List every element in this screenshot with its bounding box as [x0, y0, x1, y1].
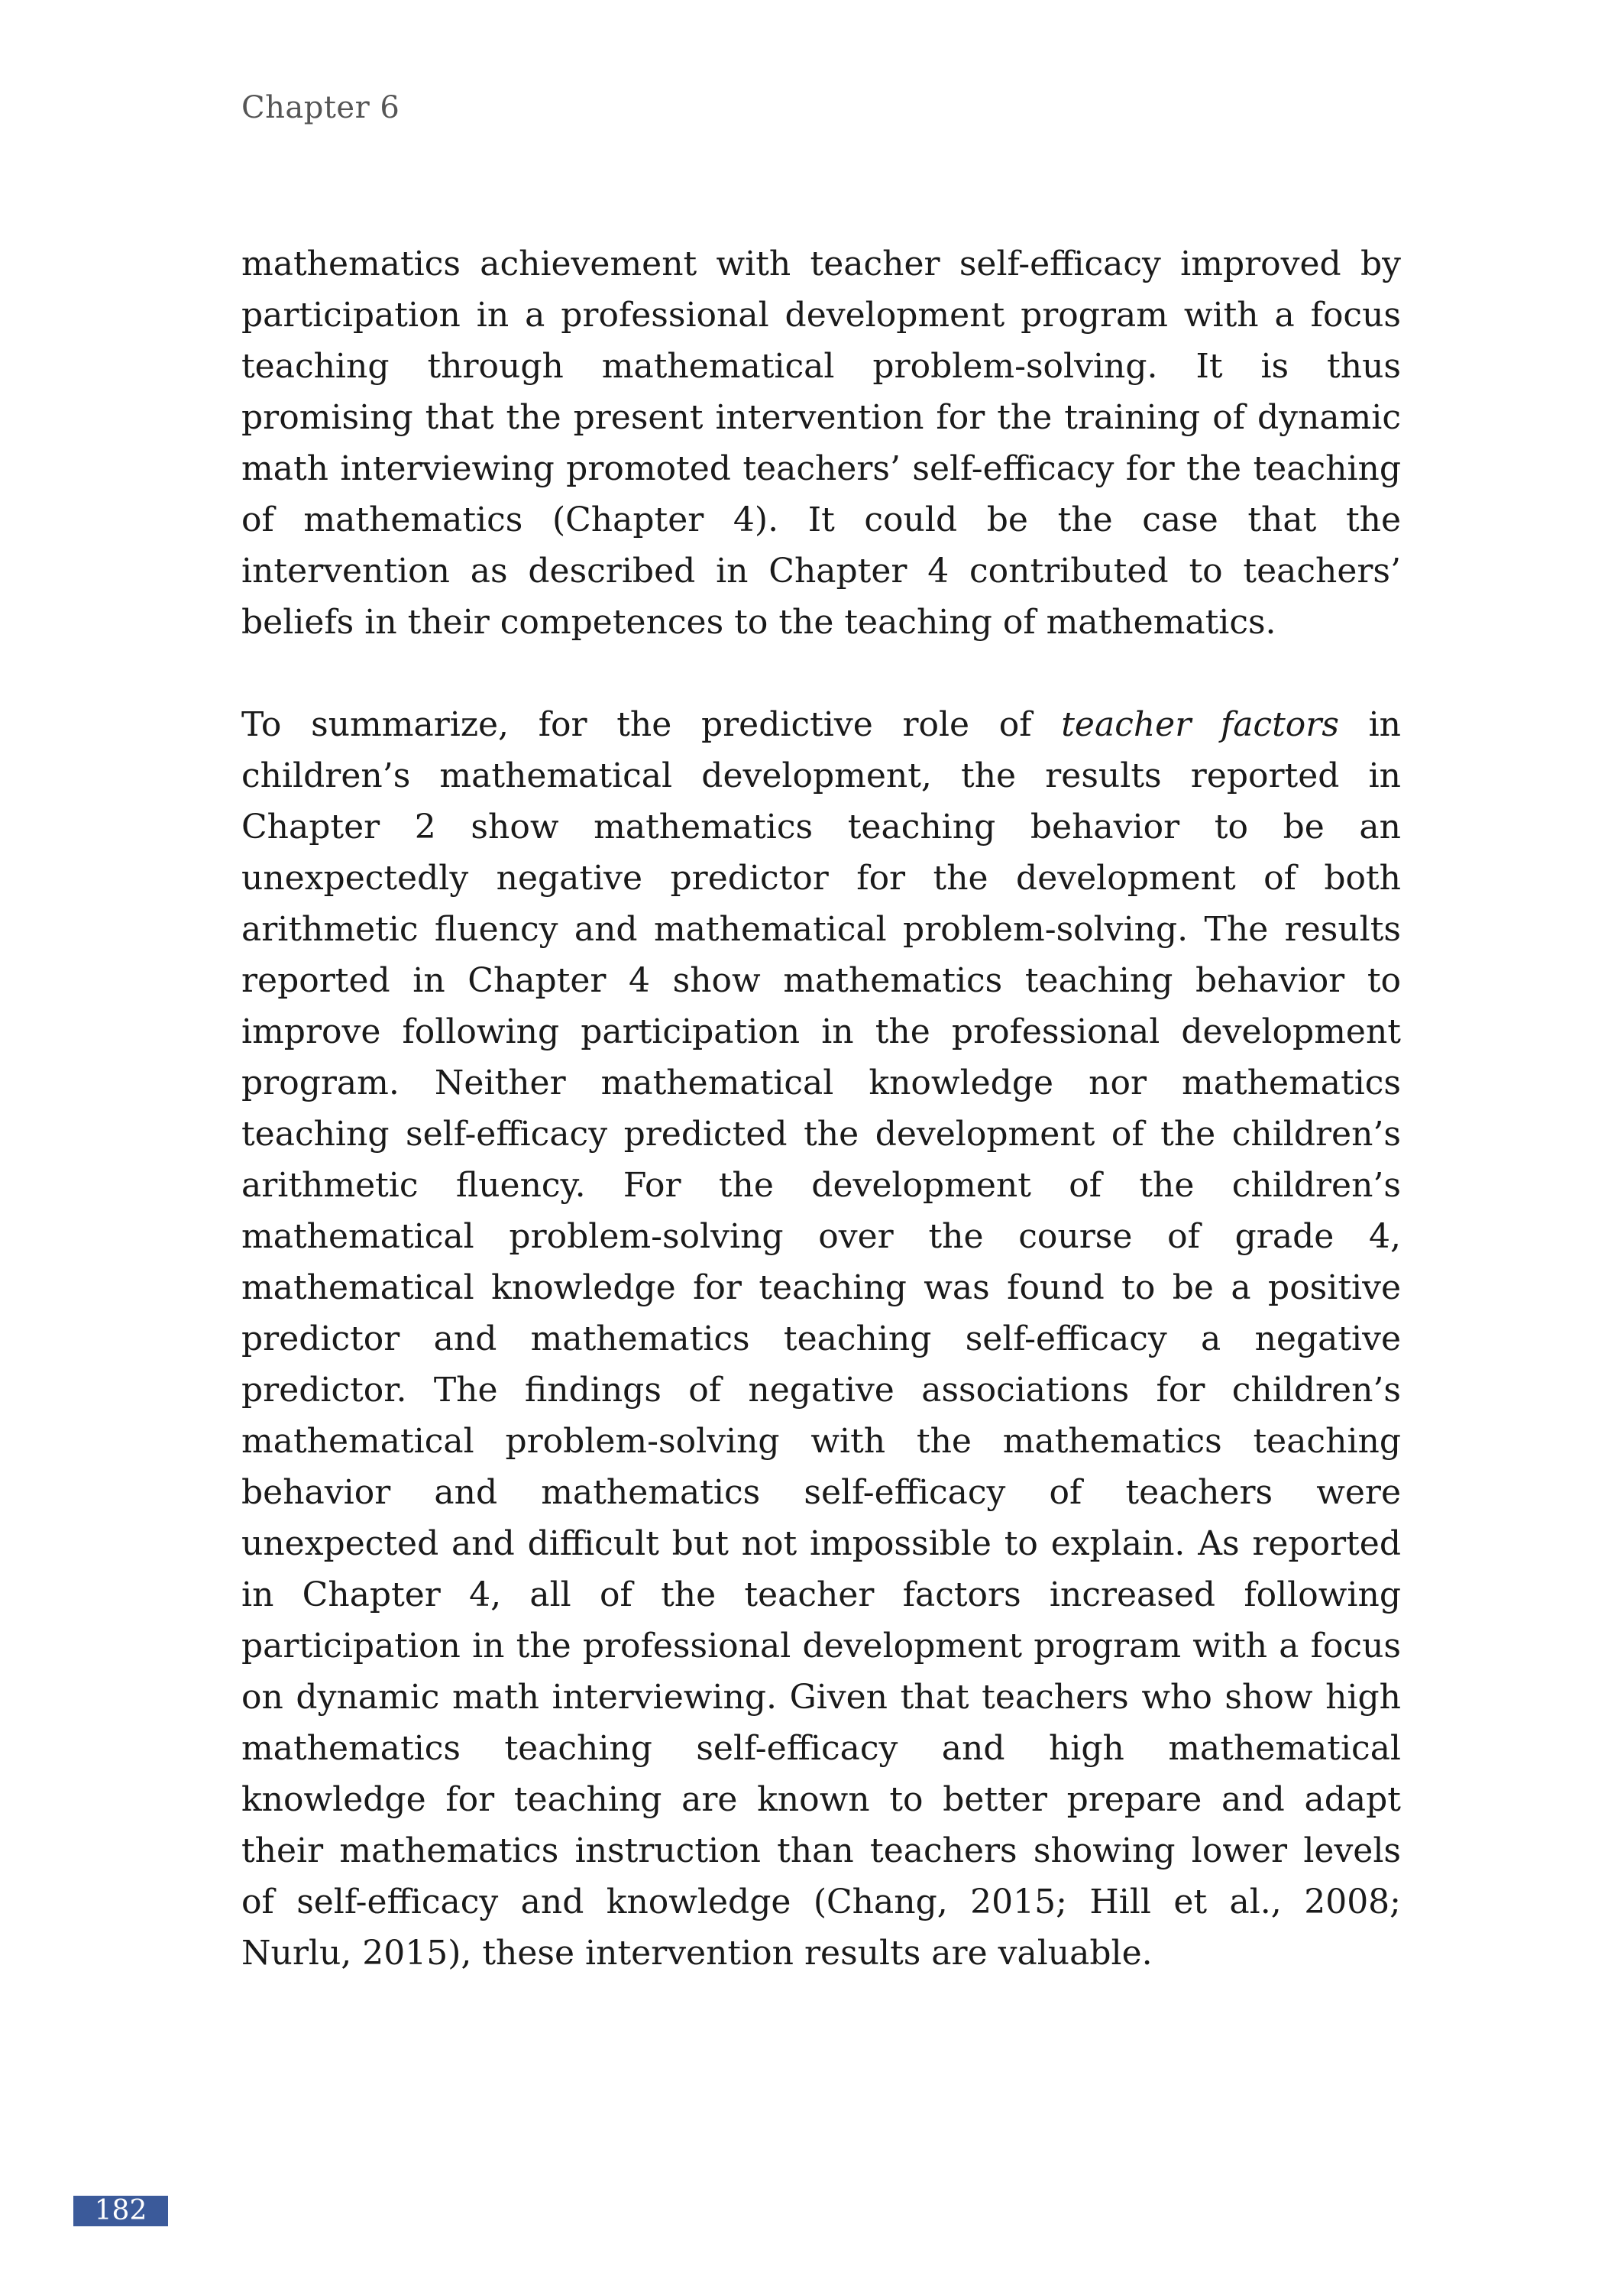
running-header-chapter: Chapter 6 — [241, 90, 400, 125]
paragraph-summary-lead: To summarize, for the predictive role of — [241, 705, 1062, 744]
page-number: 182 — [73, 2196, 168, 2226]
paragraph-self-efficacy: mathematics achievement with teacher self-efficacy improved by participation in a professional development program with a focus teaching through mathematical problem-solving. It is thus promising that the present intervention for the training of dynamic math interviewing promoted teachers’ self-efficacy for the teaching of mathematics (Chapter 4). It could be the case that the intervention as described in Chapter 4 contributed to teachers’ beliefs in their competences to the teaching of mathematics. — [241, 244, 1401, 642]
body-text — [241, 238, 1401, 1979]
paragraph-summary — [241, 699, 1401, 1979]
paragraph-summary-rest: in children’s mathematical development, the results reported in Chapter 2 show mathematics teaching behavior to be an unexpectedly negative predictor for the development of both arithmetic fluency and mathematical problem-solving. The results reported in Chapter 4 show mathematics teaching behavior to improve following participation in the professional development program. Neither mathematical knowledge nor mathematics teaching self-efficacy predicted the development of the children’s arithmetic fluency. For the development of the children’s mathematical problem-solving over the course of grade 4, mathematical knowledge for teaching was found to be a positive predictor and mathematics teaching self-efficacy a negative predictor. The findings of negative associations for children’s mathematical problem-solving with the mathematics teaching behavior and mathematics self-efficacy of teachers were unexpected and difficult but not impossible to explain. As reported in Chapter 4, all of the teacher factors increased following participation in the professional development program with a focus on dynamic math interviewing. Given that teachers who show high mathematics teaching self-efficacy and high mathematical knowledge for teaching are known to better prepare and adapt their mathematics instruction than teachers showing lower levels of self-efficacy and knowledge (Chang, 2015; Hill et al., 2008; Nurlu, 2015), these intervention results are valuable. — [241, 705, 1402, 1973]
paragraph-summary-emphasis: teacher factors — [1061, 705, 1339, 744]
